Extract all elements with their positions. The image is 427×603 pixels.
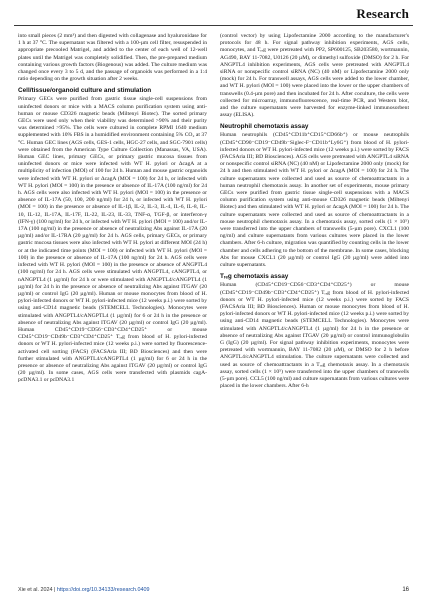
body-columns (18, 33, 409, 581)
header-rule (14, 25, 413, 26)
section-heading: Neutrophil chemotaxis assay (220, 123, 309, 131)
page-footer (18, 585, 409, 595)
body-paragraph: Human (CD45⁺CD19⁻CD56⁻CD3⁺CD4⁺CD25⁺) or mouse (CD45⁺CD19⁻CD49b⁻CD3⁺CD4⁺CD25⁺) Tᵣₑg from blood of H. pylori-infected donors or WT H. pylori-infected mice (12 weeks p.i.) were sorted by FACS (FACSAria III; BD Biosciences). Human or mouse monocytes from blood of H. pylori-infected donors or WT H. pylori-infected mice (12 weeks p.i.) were sorted by using anti-CD14 magnetic beads (STEMCELL Technologies). Monocytes were stimulated with ANGPTL4/cANGPTL4 (1 µg/ml) for 24 h in the presence or absence of neutralizing Abs against ITGAV (20 µg/ml) or control immunoglobulin G (IgG) (20 µg/ml). For signal pathway inhibition experiments, monocytes were pretreated with wortmannin, BAY 11-7082 (20 µM), or DMSO for 2 h before ANGPTL4/cANGPTL4 stimulation. The culture supernatants were collected and used as source of chemoattractants in a Tᵣₑg chemotaxis assay. In a chemotaxis assay, sorted cells (1 × 10⁵) were transferred into the upper chambers of transwells (5-µm pore). CCL5 (100 ng/ml) and culture supernatants from various cultures were placed in the lower chambers. After 6-h (220, 282, 409, 390)
body-paragraph: Primary GECs were purified from gastric tissue single-cell suspensions from uninfected donors or mice with a MACS column purification system using anti-human or mouse CD326 magnetic beads (Miltenyi Biotec). The sorted primary GECs were used only when their viability was determined >90% and their purity was determined >95%. The cells were cultured in complete RPMI 1640 medium supplemented with 10% FBS in a humidified environment containing 5% CO₂ at 37 °C. Human GEC lines (AGS cells, GES-1 cells, HGC-27 cells, and SGC-7901 cells) were obtained from the American Type Culture Collection (Manassas, VA, USA). Human GEC lines, primary GECs, or primary gastric mucosa tissues from uninfected donors or mice were infected with WT H. pylori or ΔcagA at a multiplicity of infection (MOI) of 100 for 24 h. Human and mouse gastric organoids were infected with WT H. pylori or ΔcagA (MOI = 100) for 24 h, or infected with WT H. pylori (MOI = 100) in the presence or absence of IL-17A (100 ng/ml) for 24 h. AGS cells were also infected with WT H. pylori (MOI = 100) in the presence or absence of IL-17A (50, 100, 200 ng/ml) for 24 h, or infected with WT H. pylori (MOI = 100) in the presence or absence of IL-1β, IL-2, IL-3, IL-4, IL-6, IL-8, IL-10, IL-12, IL-17A, IL-17F, IL-22, IL-23, IL-33, TNF-α, TGF-β, or interferon-γ (IFN-γ) (100 ng/ml) for 24 h, or infected with WT H. pylori (MOI = 100) and/or IL-17A (100 ng/ml) in the presence or absence of neutralizing Abs against IL-17A (20 µg/ml) and/or IL-17RA (20 µg/ml) for 24 h. AGS cells, primary GECs, or primary gastric mucosa tissues were also infected with WT H. pylori at different MOI (24 h) or at the indicated time points (MOI = 100) or infected with WT H. pylori (MOI = 100) in the presence or absence of IL-17A (100 ng/ml) for 24 h. AGS cells were infected with WT H. pylori (MOI = 100) in the presence or absence of ANGPTL4 (100 ng/ml) for 24 h. AGS cells were stimulated with ANGPTL4, cANGPTL4, or nANGPTL4 (1 µg/ml) for 24 h or were stimulated with ANGPTL4/cANGPTL4 (1 µg/ml) for 24 h in the presence or absence of neutralizing Abs against ITGAV (20 µg/ml) or control IgG (20 µg/ml). Human or mouse monocytes from blood of H. pylori-infected donors or WT H. pylori-infected mice (12 weeks p.i.) were sorted by using anti-CD14 magnetic beads (STEMCELL Technologies). Monocytes were stimulated with ANGPTL4/cANGPTL4 (1 µg/ml) for 6 or 24 h in the presence or absence of neutralizing Abs against ITGAV (20 µg/ml) or control IgG (20 µg/ml). Human CD45⁺CD19⁻CD56⁻CD3⁺CD4⁺CD25⁺ or mouse CD45⁺CD19⁻CD49b⁻CD3⁺CD4⁺CD25⁺ Tᵣₑg from blood of H. pylori-infected donors or WT H. pylori-infected mice (12 weeks p.i.) were sorted by fluorescence-activated cell sorting (FACS) (FACSAria III; BD Biosciences) and then were further stimulated with ANGPTL4/cANGPTL4 (1 µg/ml) for 6 or 24 h in the presence or absence of neutralizing Abs against ITGAV (20 µg/ml) or control IgG (20 µg/ml). In some cases, AGS cells were transfected with plasmids cagA-pcDNA3.1 or pcDNA3.1 (18, 96, 207, 384)
citation-text: Xie et al. 2024 | (18, 587, 56, 593)
doi-link[interactable]: https://doi.org/10.34133/research.0409 (56, 587, 150, 593)
footer-citation (18, 587, 149, 593)
body-paragraph: Human neutrophils (CD45⁺CD11b⁺CD15⁺CD66b⁺) or mouse neutrophils (CD45⁺CD90⁻CD19⁻CD49b⁻Siglec-F⁻CD11b⁺Ly6G⁺) from blood of H. pylori-infected donors or WT H. pylori-infected mice (12 weeks p.i.) were sorted by FACS (FACSAria III; BD Biosciences). AGS cells were pretreated with ANGPTL4 siRNA or nonspecific control siRNA (NC) (40 nM) or Lipofectamine 2000 only (mock) for 24 h and then stimulated with WT H. pylori or ΔcagA (MOI = 100) for 24 h. The culture supernatants were collected and used as source of chemoattractants in a human neutrophil chemotaxis assay. In another set of experiments, mouse primary GECs were purified from gastric tissue single-cell suspensions with a MACS column purification system using anti-mouse CD326 magnetic beads (Miltenyi Biotec) and then stimulated with WT H. pylori or ΔcagA (MOI = 100) for 24 h. The culture supernatants were collected and used as source of chemoattractants in a mouse neutrophil chemotaxis assay. In a chemotaxis assay, sorted cells (1 × 10⁵) were transferred into the upper chambers of transwells (5-µm pore). CXCL1 (100 ng/ml) and culture supernatants from various cultures were placed in the lower chambers. After 6-h culture, migration was quantified by counting cells in the lower chamber and cells adhering to the bottom of the membrane. In some cases, blocking Abs for mouse CXCL1 (20 µg/ml) or control IgG (20 µg/ml) were added into culture supernatants. (220, 132, 409, 269)
page-number: 16 (402, 587, 409, 593)
right-column (220, 33, 409, 581)
section-heading: Tᵣₑg chemotaxis assay (220, 273, 289, 281)
body-paragraph: (control vector) by using Lipofectamine 2000 according to the manufacturer's protocols for 48 h. For signal pathway inhibition experiments, AGS cells, monocytes, and Tᵣₑg were pretreated with PP2, SP600125, SB203580, wortmannin, AG490, BAY 11-7082, U0126 (20 µM), or dimethyl sulfoxide (DMSO) for 2 h. For ANGPTL4 inhibition experiments, AGS cells were pretreated with ANGPTL4 siRNA or nonspecific control siRNA (NC) (40 nM) or Lipofectamine 2000 only (mock) for 24 h. For transwell assays, AGS cells were added to the lower chamber, and WT H. pylori (MOI = 100) were placed into the lower or the upper chambers of transwells (0.4-µm pore) and then incubated for 24 h. After coculture, the cells were collected for microarray, immunofluorescence, real-time PCR, and Western blot, and the culture supernatants were harvested for enzyme-linked immunosorbent assay (ELISA). (220, 33, 409, 119)
journal-brand: Research (356, 6, 409, 21)
section-heading: Cell/tissue/organoid culture and stimulation (18, 87, 152, 95)
body-paragraph: into small pieces (2 mm³) and then digested with collagenase and hyaluronidase for 1 h at 37 °C. The supernatant was filtered with a 100-µm cell filter, resuspended in appropriate precooled Matrigel, and added to the center of each well of 12-well plates until the Matrigel was completely solidified. Then, the pre-prepared medium containing various growth factors (Biogenous) was added. The culture medium was changed once every 3 to 5 d, and the passage of organoids was performed in a 1:4 ratio depending on the growth situation after 2 weeks. (18, 33, 207, 83)
page-header (0, 0, 427, 32)
left-column (18, 33, 207, 581)
